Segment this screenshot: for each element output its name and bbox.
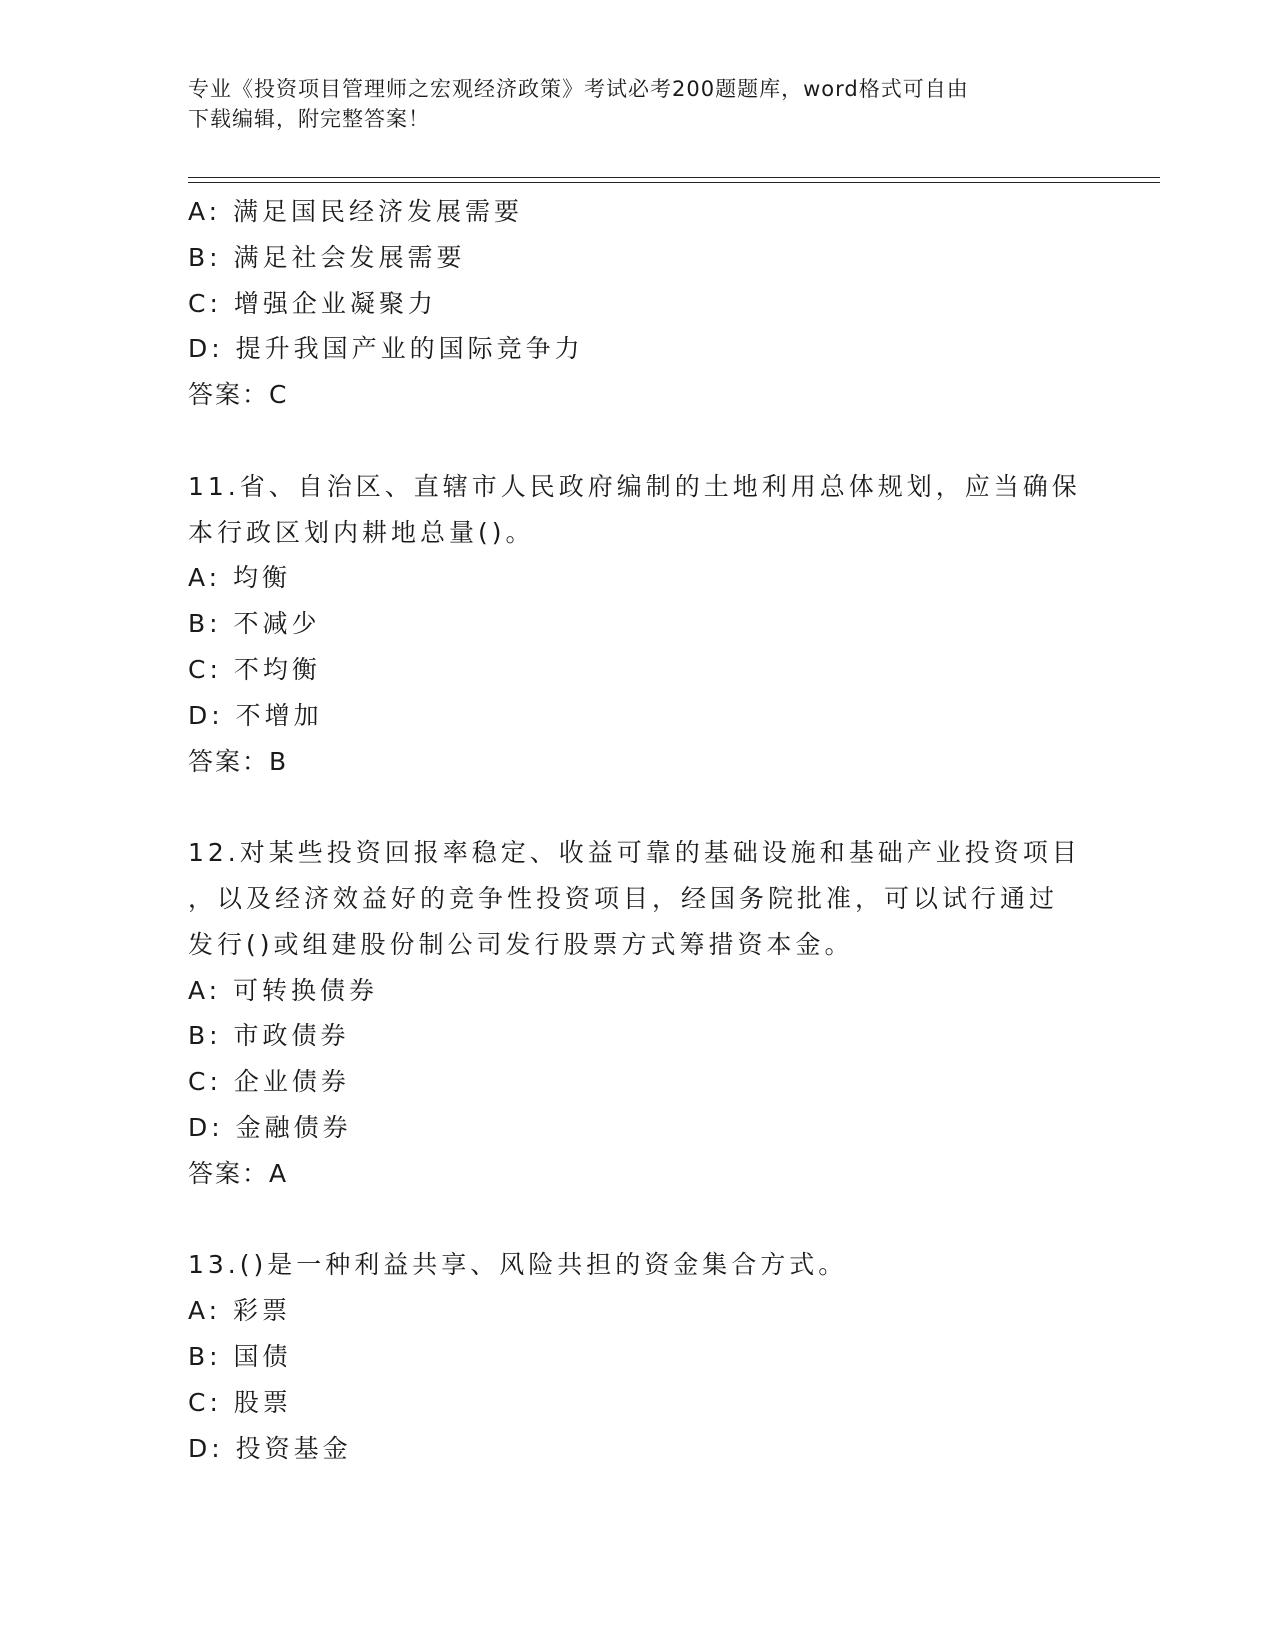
question-text-line: 11.省、自治区、直辖市人民政府编制的土地利用总体规划，应当确保 [188,471,1081,501]
question-text-line: 12.对某些投资回报率稳定、收益可靠的基础设施和基础产业投资项目 [188,838,1081,868]
question-text-line: 本行政区划内耕地总量()。 [188,517,535,547]
question-text-line: 发行()或组建股份制公司发行股票方式筹措资本金。 [188,929,854,959]
option-c: C: 股票 [188,1387,292,1417]
document-header [188,74,1068,134]
option-a: A: 可转换债券 [188,975,379,1005]
answer-text: 答案：B [188,746,289,776]
option-c: C: 企业债券 [188,1067,350,1097]
option-d: D: 不增加 [188,700,323,730]
question-list [188,189,1088,1471]
option-b: B: 不减少 [188,609,321,639]
block-spacer [188,784,1088,830]
question-text-line: ，以及经济效益好的竞争性投资项目，经国务院批准，可以试行通过 [188,883,1059,913]
option-b: B: 国债 [188,1341,292,1371]
option-b: B: 满足社会发展需要 [188,242,466,272]
option-a: A: 均衡 [188,563,292,593]
question-text-line: 13.()是一种利益共享、风险共担的资金集合方式。 [188,1250,848,1280]
option-c: C: 增强企业凝聚力 [188,288,437,318]
block-spacer [188,1197,1088,1243]
answer-text: 答案：C [188,380,289,410]
option-c: C: 不均衡 [188,654,321,684]
option-d: D: 投资基金 [188,1433,352,1463]
header-divider-bottom [188,182,1160,183]
header-line-1: 专业《投资项目管理师之宏观经济政策》考试必考200题题库，word格式可自由 [188,77,969,101]
block-spacer [188,418,1088,464]
option-d: D: 提升我国产业的国际竞争力 [188,334,584,364]
header-line-2: 下载编辑，附完整答案！ [188,107,430,131]
answer-text: 答案：A [188,1158,289,1188]
question-block [188,1242,1088,1471]
option-d: D: 金融债券 [188,1112,352,1142]
header-divider-top [188,177,1160,178]
option-a: A: 彩票 [188,1296,292,1326]
question-block [188,189,1088,418]
question-block [188,830,1088,1196]
question-block [188,464,1088,785]
option-b: B: 市政债券 [188,1021,350,1051]
option-a: A: 满足国民经济发展需要 [188,197,524,226]
